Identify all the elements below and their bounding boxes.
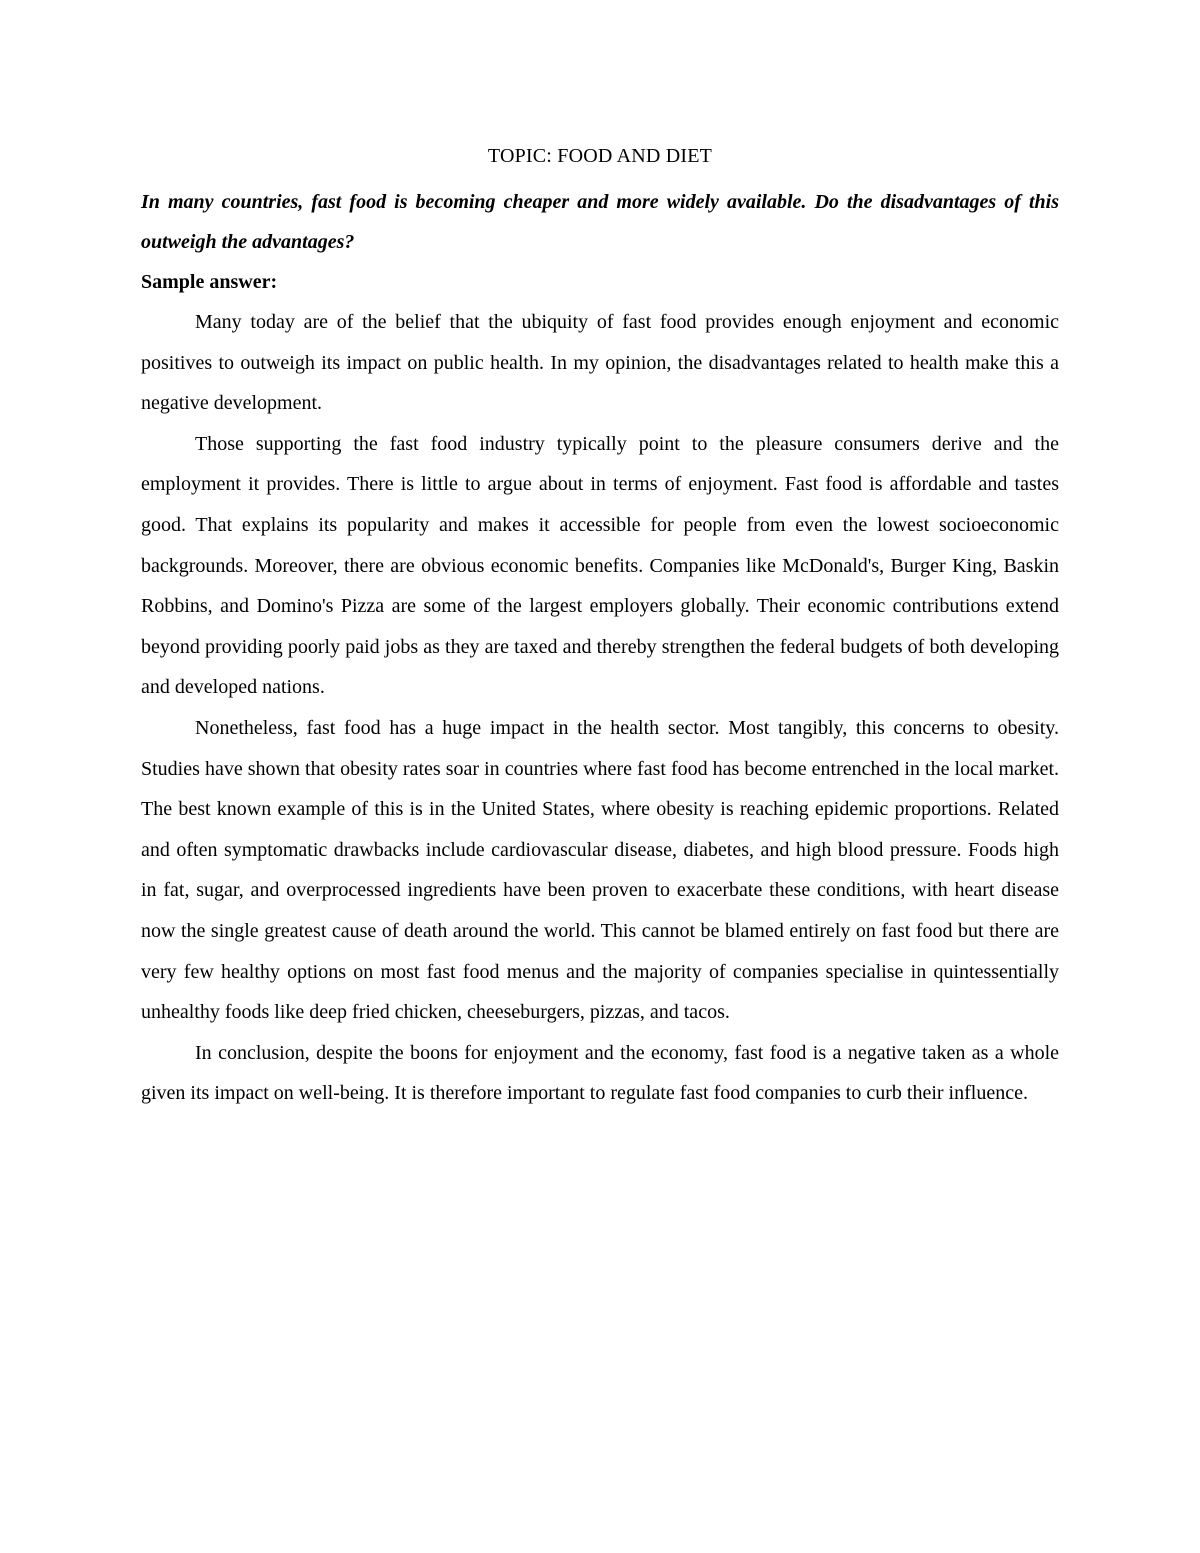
paragraph-advantages: Those supporting the fast food industry typically point to the pleasure consumers derive and the employment it provides. There is little to argue about in terms of enjoyment. Fast food is affordable and tastes good. That explains its popularity and makes it accessible for people from even the lowest socioeconomic backgrounds. Moreover, there are obvious economic benefits. Companies like McDonald's, Burger King, Baskin Robbins, and Domino's Pizza are some of the largest employers globally. Their economic contributions extend beyond providing poorly paid jobs as they are taxed and thereby strengthen the federal budgets of both developing and developed nations. — [141, 432, 1059, 699]
essay-question: In many countries, fast food is becoming cheaper and more widely available. Do the disadvantages of this outweigh the advantages? — [141, 191, 1059, 253]
paragraph-disadvantages: Nonetheless, fast food has a huge impact in the health sector. Most tangibly, this concerns to obesity. Studies have shown that obesity rates soar in countries where fast food has become entrenched in the local market. The best known example of this is in the United States, where obesity is reaching epidemic proportions. Related and often symptomatic drawbacks include cardiovascular disease, diabetes, and high blood pressure. Foods high in fat, sugar, and overprocessed ingredients have been proven to exacerbate these conditions, with heart disease now the single greatest cause of death around the world. This cannot be blamed entirely on fast food but there are very few healthy options on most fast food menus and the majority of companies specialise in quintessentially unhealthy foods like deep fried chicken, cheeseburgers, pizzas, and tacos. — [141, 716, 1059, 1024]
page-title: TOPIC: FOOD AND DIET — [487, 145, 713, 167]
paragraph-conclusion: In conclusion, despite the boons for enjoyment and the economy, fast food is a negative taken as a whole given its impact on well-being. It is therefore important to regulate fast food companies to curb their influence. — [141, 1041, 1059, 1105]
sample-answer-label: Sample answer: — [141, 271, 278, 293]
paragraph-introduction: Many today are of the belief that the ubiquity of fast food provides enough enjoyment and economic positives to outweigh its impact on public health. In my opinion, the disadvantages related to health make this a negative development. — [141, 311, 1059, 415]
